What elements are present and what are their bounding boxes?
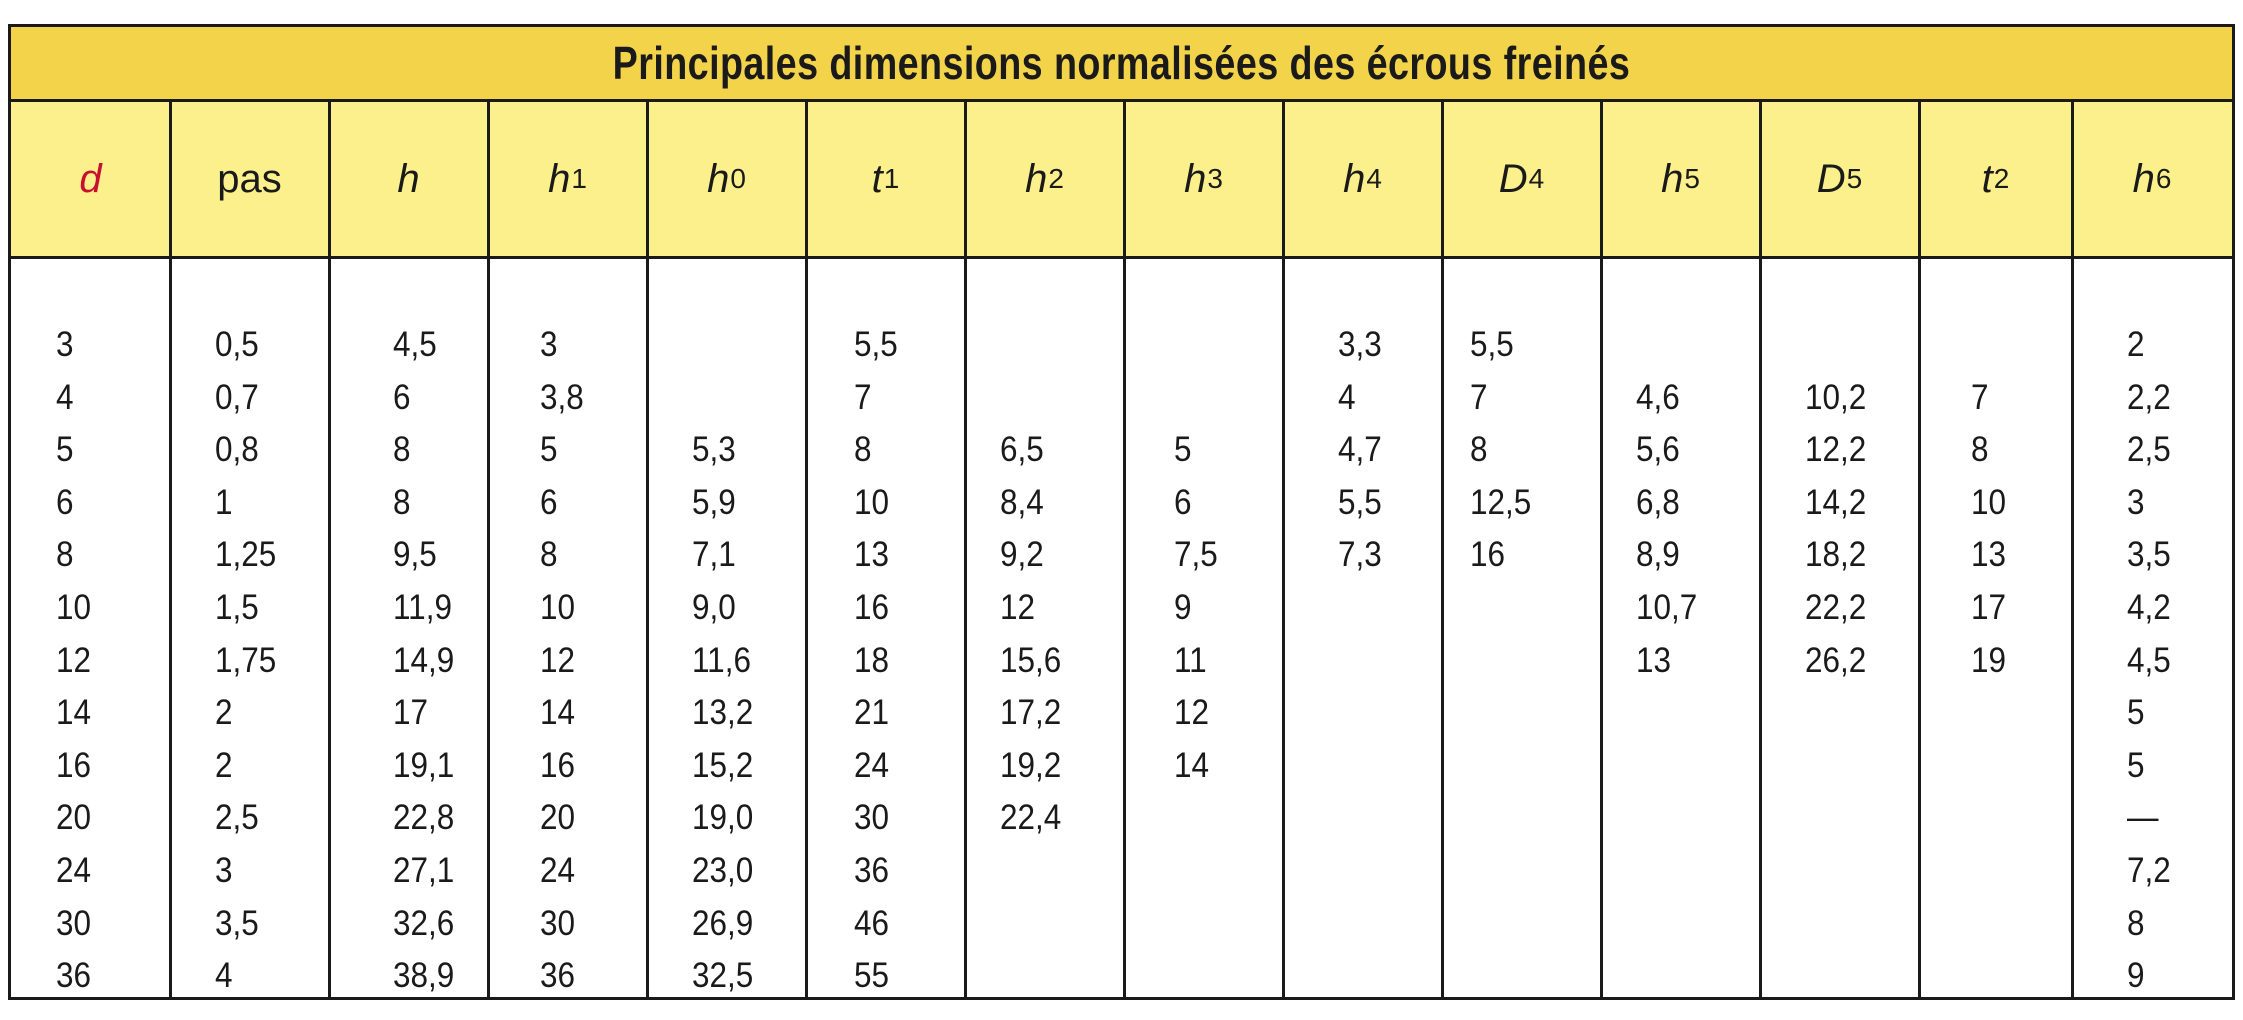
column-header-symbol: h	[1661, 156, 1684, 201]
table-column	[1805, 319, 1873, 1003]
table-column	[540, 319, 589, 1003]
table-cell	[1338, 792, 1382, 845]
table-cell: 1,75	[215, 640, 277, 680]
table-cell: 5,6	[1636, 430, 1680, 470]
table-cell: 36	[540, 956, 576, 996]
table-cell: 22,8	[393, 798, 455, 838]
column-header	[170, 102, 329, 256]
table-cell: 18	[854, 640, 890, 680]
table-cell	[1338, 582, 1382, 635]
column-header-subscript: 3	[1207, 163, 1223, 194]
table-cell: 1	[215, 482, 233, 522]
table-cell	[1805, 792, 1866, 845]
table-cell	[1470, 687, 1531, 740]
table-cell: 0,8	[215, 430, 259, 470]
table-cell: 5	[2127, 693, 2145, 733]
table-column	[1174, 319, 1223, 1003]
dimension-table	[8, 24, 2235, 1000]
table-cell: 17	[393, 693, 429, 733]
table-cell	[1470, 740, 1531, 793]
table-cell: 5	[56, 430, 74, 470]
column-header-symbol: h	[707, 156, 730, 201]
table-cell: 2	[2127, 325, 2145, 364]
table-cell: 1,5	[215, 587, 259, 627]
table-title-bar	[11, 27, 2232, 102]
table-cell: 6	[1174, 482, 1192, 522]
table-cell: 0,7	[215, 377, 259, 417]
table-cell	[1805, 898, 1866, 951]
table-cell: 10,7	[1636, 587, 1698, 627]
table-cell: 14,9	[393, 640, 455, 680]
table-cell	[1000, 950, 1061, 1003]
table-cell: 20	[56, 798, 92, 838]
table-cell	[1805, 740, 1866, 793]
column-header-subscript: 4	[1366, 163, 1382, 194]
table-cell	[1470, 845, 1531, 898]
table-cell	[1636, 319, 1697, 372]
column-header-symbol: h	[548, 156, 571, 201]
table-cell: 8	[393, 430, 411, 470]
table-cell: 32,5	[692, 956, 754, 996]
table-cell: 10	[854, 482, 890, 522]
table-cell: 26,2	[1805, 640, 1867, 680]
table-column	[56, 319, 95, 1003]
table-cell: 10	[1971, 482, 2007, 522]
table-cell: 19	[1971, 640, 2007, 680]
table-cell: 12	[1000, 587, 1036, 627]
column-header	[2072, 102, 2232, 256]
column-header	[11, 102, 170, 256]
table-cell: 22,2	[1805, 587, 1867, 627]
table-cell	[1636, 792, 1697, 845]
table-cell	[1338, 687, 1382, 740]
table-cell: 15,6	[1000, 640, 1062, 680]
table-cell: 27,1	[393, 850, 455, 890]
table-cell	[1971, 740, 2006, 793]
table-cell	[1174, 898, 1218, 951]
table-cell: 16	[540, 745, 576, 785]
column-header-symbol: t	[871, 156, 883, 201]
table-cell: 1,25	[215, 535, 277, 575]
table-cell: 24	[540, 850, 576, 890]
column-header	[806, 102, 965, 256]
table-column	[1636, 319, 1704, 1003]
table-cell: 4,2	[2127, 587, 2171, 627]
table-cell	[1470, 635, 1531, 688]
table-cell: 11,9	[393, 587, 452, 627]
table-cell	[1636, 950, 1697, 1003]
table-cell: 30	[56, 903, 92, 943]
table-cell	[1805, 950, 1866, 1003]
table-cell: 30	[854, 798, 890, 838]
table-cell	[1805, 687, 1866, 740]
table-cell: 22,4	[1000, 798, 1062, 838]
table-cell	[1470, 792, 1531, 845]
table-cell: 16	[56, 745, 92, 785]
table-cell	[1971, 792, 2006, 845]
column-header-subscript: 6	[2155, 163, 2172, 194]
table-cell	[1338, 845, 1382, 898]
table-cell: 19,0	[692, 798, 754, 838]
table-cell	[1636, 898, 1697, 951]
table-cell: 4	[215, 956, 233, 996]
table-cell: 8	[1971, 430, 1989, 470]
table-cell	[1000, 319, 1061, 372]
table-cell	[692, 372, 753, 425]
table-cell	[1805, 845, 1866, 898]
table-cell: 5	[1174, 430, 1192, 470]
table-column	[1971, 319, 2010, 1003]
table-cell	[1971, 898, 2006, 951]
table-cell: 3	[215, 850, 233, 890]
table-cell	[1470, 950, 1531, 1003]
table-cell: 5,5	[1470, 325, 1514, 364]
table-cell: 19,2	[1000, 745, 1062, 785]
table-cell: 4,5	[2127, 640, 2171, 680]
column-header-subscript: 0	[730, 163, 746, 194]
table-cell: 8	[393, 482, 411, 522]
column-header-subscript: 1	[571, 163, 587, 194]
table-cell: 11,6	[692, 640, 751, 680]
table-cell	[1174, 950, 1218, 1003]
table-cell: 8,4	[1000, 482, 1044, 522]
column-header-symbol: D	[1498, 156, 1528, 201]
table-cell: 38,9	[393, 956, 455, 996]
column-header-symbol: h	[1025, 156, 1048, 201]
table-cell: 6	[540, 482, 558, 522]
table-cell	[1000, 845, 1061, 898]
table-cell: 6	[393, 377, 411, 417]
table-cell	[1636, 845, 1697, 898]
table-cell: 2	[215, 745, 233, 785]
table-cell: 9,0	[692, 587, 736, 627]
column-header	[647, 102, 806, 256]
table-cell: 4	[56, 377, 74, 417]
table-cell: 7	[854, 377, 872, 417]
table-cell: 3	[2127, 482, 2145, 522]
column-header-symbol: t	[1981, 156, 1993, 201]
table-cell: 24	[854, 745, 890, 785]
table-cell: 4,5	[393, 325, 437, 364]
table-cell: 3,3	[1338, 325, 1382, 364]
table-cell: 8	[540, 535, 558, 575]
table-cell: 7,1	[692, 535, 736, 575]
table-column	[1000, 319, 1068, 1003]
table-cell: 7,5	[1174, 535, 1218, 575]
table-cell: 2,5	[2127, 430, 2171, 470]
table-cell: 8	[854, 430, 872, 470]
table-cell: 8	[2127, 903, 2145, 943]
table-cell: 7,3	[1338, 535, 1382, 575]
table-cell	[1971, 845, 2006, 898]
table-cell: 13	[1971, 535, 2007, 575]
column-header-symbol: pas	[217, 156, 282, 201]
table-column	[1338, 319, 1387, 1003]
table-cell: 26,9	[692, 903, 754, 943]
table-cell: 14	[540, 693, 576, 733]
table-cell: 0,5	[215, 325, 259, 364]
column-header-symbol: h	[397, 156, 420, 201]
table-cell: 4	[1338, 377, 1356, 417]
table-cell	[1174, 792, 1218, 845]
column-header	[1919, 102, 2072, 256]
table-cell: 23,0	[692, 850, 754, 890]
table-cell	[1174, 845, 1218, 898]
table-cell: 12,5	[1470, 482, 1532, 522]
table-cell: 7,2	[2127, 850, 2171, 890]
table-cell	[1338, 950, 1382, 1003]
column-header	[1283, 102, 1442, 256]
table-cell	[1805, 319, 1866, 372]
column-header	[1760, 102, 1919, 256]
column-header	[329, 102, 488, 256]
table-cell: 12	[1174, 693, 1210, 733]
table-cell: 11	[1174, 640, 1207, 680]
column-header-subscript: 5	[1846, 163, 1863, 194]
column-header-symbol: h	[1343, 156, 1366, 201]
column-header-symbol: d	[79, 156, 102, 201]
table-cell: 3,8	[540, 377, 584, 417]
column-header-symbol: D	[1816, 156, 1846, 201]
table-cell: 32,6	[393, 903, 455, 943]
column-header-symbol: h	[2132, 156, 2155, 201]
table-cell: 12	[56, 640, 92, 680]
table-cell	[1470, 582, 1531, 635]
table-cell: 3	[540, 325, 558, 364]
table-cell	[1000, 898, 1061, 951]
table-cell: 9,5	[393, 535, 437, 575]
column-header-subscript: 1	[883, 163, 900, 194]
column-header-subscript: 5	[1684, 163, 1700, 194]
table-cell: 9	[1174, 587, 1192, 627]
table-cell: 13	[854, 535, 890, 575]
table-column	[215, 319, 283, 1003]
table-cell: 14,2	[1805, 482, 1867, 522]
table-cell	[1971, 687, 2006, 740]
table-cell: 9,2	[1000, 535, 1044, 575]
table-cell: 10	[540, 587, 576, 627]
table-cell: 30	[540, 903, 576, 943]
table-cell: —	[2127, 798, 2159, 838]
table-cell: 14	[1174, 745, 1210, 785]
table-cell: 36	[854, 850, 890, 890]
table-cell	[1971, 950, 2006, 1003]
table-cell: 4,7	[1338, 430, 1382, 470]
table-cell: 5,5	[1338, 482, 1382, 522]
table-cell	[1636, 740, 1697, 793]
table-cell: 3,5	[2127, 535, 2171, 575]
table-column	[854, 319, 903, 1003]
column-header-subscript: 4	[1528, 163, 1545, 194]
table-cell: 36	[56, 956, 92, 996]
table-cell: 3	[56, 325, 74, 364]
column-header	[1124, 102, 1283, 256]
table-cell: 6,8	[1636, 482, 1680, 522]
table-cell: 5	[540, 430, 558, 470]
table-cell: 4,6	[1636, 377, 1680, 417]
table-cell: 5	[2127, 745, 2145, 785]
table-cell: 7	[1971, 377, 1989, 417]
table-cell: 15,2	[692, 745, 754, 785]
table-cell	[1174, 319, 1218, 372]
table-cell: 9	[2127, 956, 2145, 996]
table-header-row	[11, 102, 2232, 259]
column-header-symbol: h	[1184, 156, 1207, 201]
table-cell: 13	[1636, 640, 1672, 680]
table-cell: 12	[540, 640, 576, 680]
table-cell: 2,5	[215, 798, 259, 838]
table-cell	[1636, 687, 1697, 740]
table-title: Principales dimensions normalisées des écrous freinés	[612, 37, 1631, 89]
table-cell: 16	[1470, 535, 1506, 575]
table-column	[1470, 319, 1538, 1003]
table-cell	[692, 319, 753, 372]
table-cell	[1338, 635, 1382, 688]
table-cell: 2,2	[2127, 377, 2171, 417]
table-cell: 10,2	[1805, 377, 1867, 417]
table-cell: 3,5	[215, 903, 259, 943]
table-column	[692, 319, 760, 1003]
table-cell: 24	[56, 850, 92, 890]
table-cell: 21	[854, 693, 890, 733]
column-header	[488, 102, 647, 256]
table-body	[11, 259, 2232, 997]
table-cell	[1470, 898, 1531, 951]
column-header	[965, 102, 1124, 256]
table-cell: 12,2	[1805, 430, 1867, 470]
table-cell: 8	[56, 535, 74, 575]
table-cell	[1174, 372, 1218, 425]
column-header-subscript: 2	[1993, 163, 2010, 194]
column-header-subscript: 2	[1048, 163, 1064, 194]
table-cell: 55	[854, 956, 890, 996]
table-cell: 6,5	[1000, 430, 1044, 470]
column-header	[1442, 102, 1601, 256]
table-cell: 8,9	[1636, 535, 1680, 575]
column-header	[1601, 102, 1760, 256]
table-cell: 46	[854, 903, 890, 943]
table-cell: 18,2	[1805, 535, 1867, 575]
table-cell	[1000, 372, 1061, 425]
table-cell	[1971, 319, 2006, 372]
table-cell: 5,3	[692, 430, 736, 470]
table-cell	[1338, 898, 1382, 951]
table-column	[393, 319, 461, 1003]
table-cell: 7	[1470, 377, 1488, 417]
table-cell: 13,2	[692, 693, 754, 733]
table-cell: 6	[56, 482, 74, 522]
table-cell: 10	[56, 587, 92, 627]
table-cell: 19,1	[393, 745, 455, 785]
table-cell: 5,5	[854, 325, 898, 364]
table-cell: 2	[215, 693, 233, 733]
table-cell: 8	[1470, 430, 1488, 470]
table-cell: 5,9	[692, 482, 736, 522]
table-cell: 17	[1971, 587, 2007, 627]
table-cell	[1338, 740, 1382, 793]
table-cell: 20	[540, 798, 576, 838]
table-cell: 16	[854, 587, 890, 627]
table-cell: 14	[56, 693, 92, 733]
table-column	[2127, 319, 2176, 1003]
table-cell: 17,2	[1000, 693, 1062, 733]
